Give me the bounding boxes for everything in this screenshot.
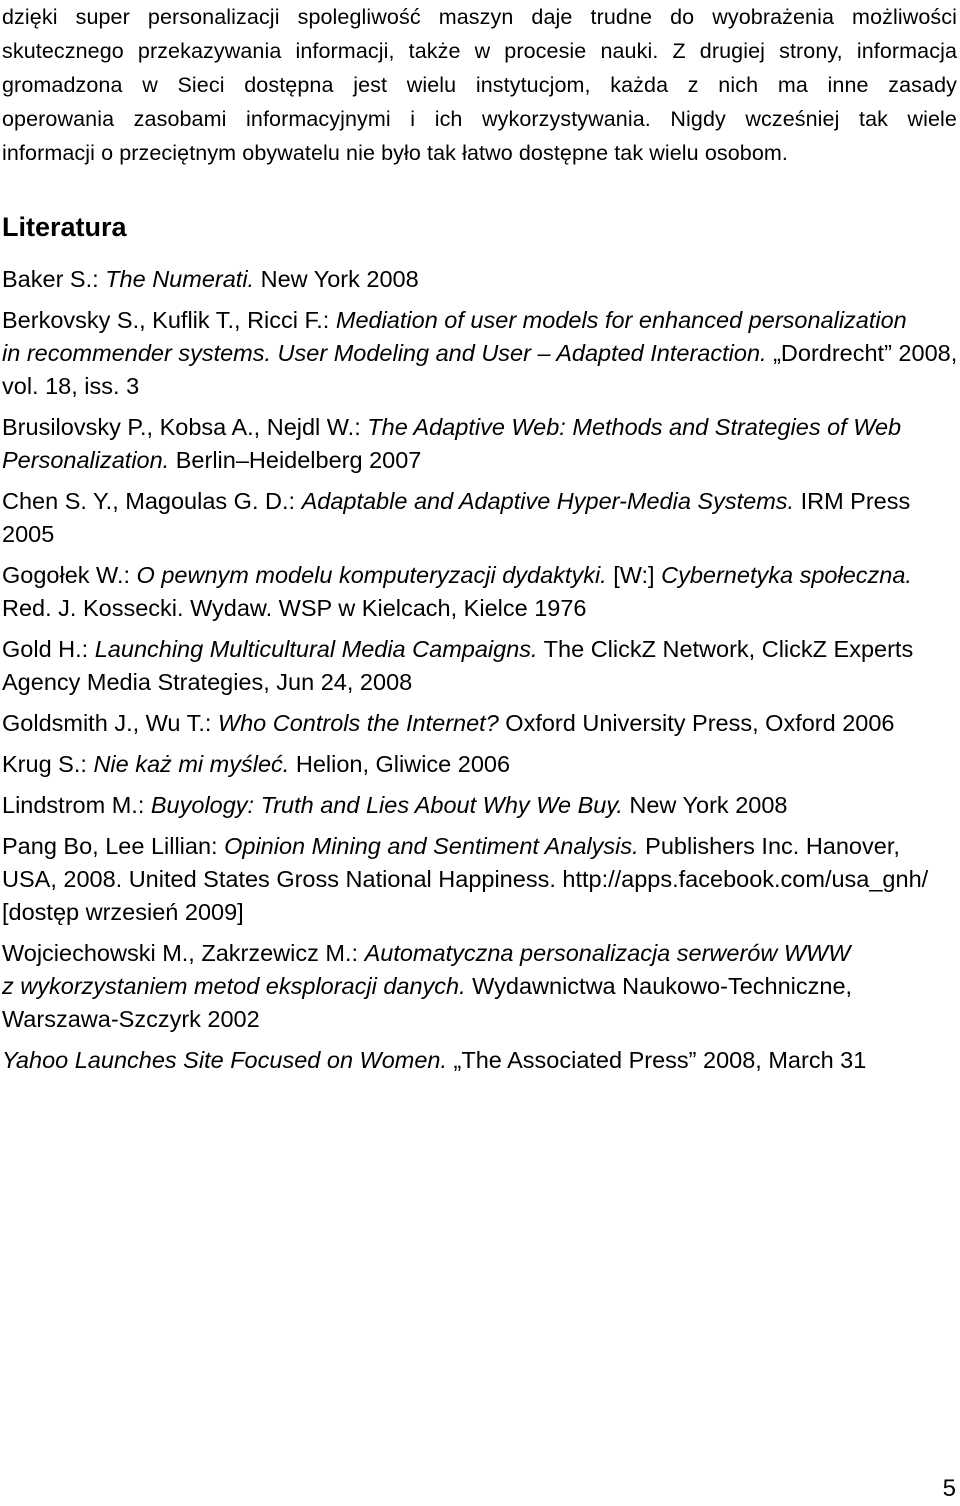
reference-item	[2, 937, 957, 1036]
intro-line: operowania zasobami informacyjnymi i ich wykorzystywania. Nigdy wcześniej tak wiele	[2, 107, 957, 131]
reference-line	[2, 748, 957, 781]
reference-text: New York 2008	[254, 266, 419, 292]
reference-item	[2, 263, 957, 296]
reference-title-text: Adaptable and Adaptive Hyper-Media Systems.	[301, 488, 795, 514]
reference-text: „Dordrecht” 2008,	[766, 340, 958, 366]
reference-title-text: Mediation of user models for enhanced personalization	[335, 307, 907, 333]
reference-line	[2, 1044, 957, 1077]
reference-text: Red. J. Kossecki. Wydaw. WSP w Kielcach, Kielce 1976	[2, 595, 587, 621]
reference-line	[2, 485, 957, 518]
intro-paragraph	[2, 0, 957, 170]
reference-text: Brusilovsky P., Kobsa A., Nejdl W.:	[2, 414, 368, 440]
reference-title-text: Buyology: Truth and Lies About Why We Buy.	[150, 792, 623, 818]
reference-line	[2, 896, 957, 929]
reference-item	[2, 748, 957, 781]
reference-text: Baker S.:	[2, 266, 106, 292]
reference-text: 2005	[2, 521, 55, 547]
reference-line	[2, 444, 957, 477]
reference-line	[2, 863, 957, 896]
reference-line	[2, 370, 957, 403]
reference-item	[2, 830, 957, 929]
reference-title-text: Yahoo Launches Site Focused on Women.	[2, 1047, 448, 1073]
reference-text: Berkovsky S., Kuflik T., Ricci F.:	[2, 307, 336, 333]
reference-title-text: Opinion Mining and Sentiment Analysis.	[224, 833, 639, 859]
reference-line	[2, 970, 957, 1003]
intro-line: dzięki super personalizacji spolegliwość maszyn daje trudne do wyobrażenia możliwości	[2, 5, 957, 29]
reference-text: USA, 2008. United States Gross National Happiness. http://apps.facebook.com/usa_gnh/	[2, 866, 929, 892]
reference-text: Agency Media Strategies, Jun 24, 2008	[2, 669, 413, 695]
intro-line: informacji o przeciętnym obywatelu nie było tak łatwo dostępne tak wielu osobom.	[2, 141, 788, 165]
intro-line: gromadzona w Sieci dostępna jest wielu instytucjom, każda z nich ma inne zasady	[2, 73, 957, 97]
reference-line	[2, 559, 957, 592]
reference-item	[2, 707, 957, 740]
reference-text: Lindstrom M.:	[2, 792, 151, 818]
reference-text: Wojciechowski M., Zakrzewicz M.:	[2, 940, 365, 966]
reference-line	[2, 304, 957, 337]
reference-text: Publishers Inc. Hanover,	[638, 833, 900, 859]
reference-item	[2, 485, 957, 551]
reference-line	[2, 830, 957, 863]
reference-line	[2, 1003, 957, 1036]
reference-title-text: Who Controls the Internet?	[217, 710, 499, 736]
reference-title-text: The Numerati.	[105, 266, 255, 292]
section-heading: Literatura	[2, 212, 127, 242]
reference-item	[2, 411, 957, 477]
reference-text: Chen S. Y., Magoulas G. D.:	[2, 488, 302, 514]
reference-item	[2, 304, 957, 403]
reference-text: [dostęp wrzesień 2009]	[2, 899, 244, 925]
reference-title-text: Nie każ mi myśleć.	[93, 751, 290, 777]
reference-title-text: Launching Multicultural Media Campaigns.	[94, 636, 538, 662]
reference-title-text: in recommender systems. User Modeling and User – Adapted Interaction.	[2, 340, 767, 366]
reference-text: Gold H.:	[2, 636, 95, 662]
reference-item	[2, 633, 957, 699]
reference-line	[2, 789, 957, 822]
reference-text: Krug S.:	[2, 751, 94, 777]
reference-title-text: z wykorzystaniem metod eksploracji danych.	[2, 973, 466, 999]
reference-title-text: Cybernetyka społeczna.	[661, 562, 912, 588]
reference-text: New York 2008	[622, 792, 788, 818]
reference-text: „The Associated Press” 2008, March 31	[447, 1047, 867, 1073]
reference-text: Pang Bo, Lee Lillian:	[2, 833, 225, 859]
reference-text: Goldsmith J., Wu T.:	[2, 710, 218, 736]
reference-item	[2, 789, 957, 822]
reference-line	[2, 666, 957, 699]
reference-list	[2, 263, 957, 1085]
reference-text: Oxford University Press, Oxford 2006	[498, 710, 895, 736]
reference-text: The ClickZ Network, ClickZ Experts	[537, 636, 914, 662]
reference-title-text: O pewnym modelu komputeryzacji dydaktyki.	[136, 562, 607, 588]
reference-line	[2, 592, 957, 625]
reference-line	[2, 518, 957, 551]
reference-title-text: Personalization.	[2, 447, 170, 473]
reference-line	[2, 937, 957, 970]
reference-item	[2, 1044, 957, 1077]
reference-text: Warszawa-Szczyrk 2002	[2, 1006, 260, 1032]
reference-text: [W:]	[606, 562, 662, 588]
reference-text: Berlin–Heidelberg 2007	[169, 447, 422, 473]
reference-text: Helion, Gliwice 2006	[289, 751, 511, 777]
reference-line	[2, 263, 957, 296]
page-number: 5	[942, 1475, 956, 1502]
reference-line	[2, 411, 957, 444]
reference-line	[2, 337, 957, 370]
reference-text: Gogołek W.:	[2, 562, 137, 588]
reference-line	[2, 633, 957, 666]
reference-title-text: Automatyczna personalizacja serwerów WWW	[364, 940, 851, 966]
reference-text: IRM Press	[794, 488, 911, 514]
reference-line	[2, 707, 957, 740]
reference-text: Wydawnictwa Naukowo-Techniczne,	[465, 973, 853, 999]
intro-line: skutecznego przekazywania informacji, także w procesie nauki. Z drugiej strony, informacja	[2, 39, 957, 63]
reference-text: vol. 18, iss. 3	[2, 373, 140, 399]
reference-item	[2, 559, 957, 625]
reference-title-text: The Adaptive Web: Methods and Strategies of Web	[367, 414, 902, 440]
